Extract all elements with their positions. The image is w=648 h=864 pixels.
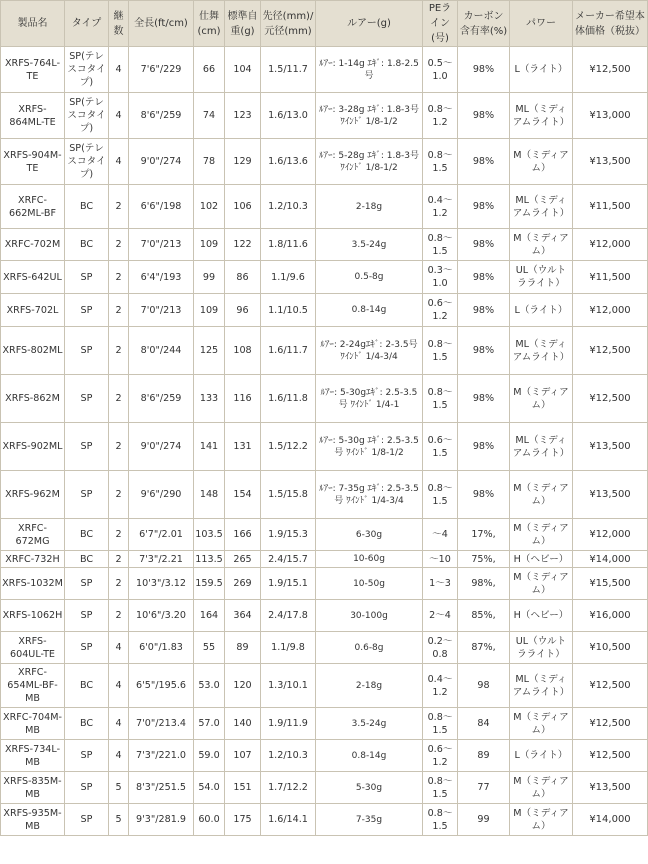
power-cell: ML（ミディアムライト） (510, 327, 573, 375)
carbon-cell: 98% (458, 375, 510, 423)
lure-weight-cell: ﾙｱｰ: 2-24gｴｷﾞ: 2-3.5号 ﾜｲﾝﾄﾞ 1/4-3/4 (316, 327, 423, 375)
power-cell: H（ヘビー） (510, 551, 573, 568)
tip-butt-cell: 1.6/14.1 (261, 804, 316, 836)
length-header: 全長(ft/cm) (129, 1, 194, 47)
type-cell: SP (65, 632, 109, 664)
type-cell: SP (65, 804, 109, 836)
carbon-cell: 98% (458, 471, 510, 519)
lure-weight-cell: ﾙｱｰ: 5-30g ｴｷﾞ: 2.5-3.5号 ﾜｲﾝﾄﾞ 1/8-1/2 (316, 423, 423, 471)
type-cell: SP (65, 375, 109, 423)
table-row (1, 804, 648, 836)
carbon-cell: 75%, (458, 551, 510, 568)
pe-line-cell: 0.8～1.5 (423, 708, 458, 740)
tip-butt-cell: 1.1/10.5 (261, 294, 316, 327)
length-cell: 8'0"/244 (129, 327, 194, 375)
product-name-cell: XRFC-662ML-BF (1, 185, 65, 229)
length-cell: 7'0"/213 (129, 294, 194, 327)
table-row (1, 740, 648, 772)
weight-cell: 140 (225, 708, 261, 740)
table-row (1, 519, 648, 551)
pieces-cell: 2 (109, 261, 129, 294)
pe-line-cell: 0.4～1.2 (423, 185, 458, 229)
price-cell: ¥10,500 (573, 632, 648, 664)
price-cell: ¥13,500 (573, 139, 648, 185)
length-cell: 7'0"/213 (129, 229, 194, 261)
weight-cell: 131 (225, 423, 261, 471)
tip-butt-cell: 1.9/11.9 (261, 708, 316, 740)
length-cell: 7'3"/221.0 (129, 740, 194, 772)
price-cell: ¥16,000 (573, 600, 648, 632)
weight-cell: 107 (225, 740, 261, 772)
carbon-cell: 98% (458, 139, 510, 185)
weight-cell: 96 (225, 294, 261, 327)
type-cell: SP (65, 327, 109, 375)
table-row (1, 423, 648, 471)
tip-butt-header: 先径(mm)/元径(mm) (261, 1, 316, 47)
weight-cell: 129 (225, 139, 261, 185)
weight-cell: 104 (225, 47, 261, 93)
power-cell: M（ミディアム） (510, 139, 573, 185)
weight-cell: 89 (225, 632, 261, 664)
header-row (1, 1, 648, 47)
pieces-cell: 2 (109, 327, 129, 375)
product-name-cell: XRFS-1032M (1, 568, 65, 600)
table-row (1, 139, 648, 185)
closed-length-cell: 102 (194, 185, 225, 229)
length-cell: 6'0"/1.83 (129, 632, 194, 664)
closed-length-header: 仕舞(cm) (194, 1, 225, 47)
lure-weight-cell: 3.5-24g (316, 229, 423, 261)
table-row (1, 229, 648, 261)
power-cell: H（ヘビー） (510, 600, 573, 632)
weight-cell: 364 (225, 600, 261, 632)
pieces-cell: 4 (109, 139, 129, 185)
type-cell: BC (65, 551, 109, 568)
weight-cell: 265 (225, 551, 261, 568)
weight-cell: 122 (225, 229, 261, 261)
pe-line-cell: 0.6～1.2 (423, 294, 458, 327)
tip-butt-cell: 1.1/9.6 (261, 261, 316, 294)
carbon-cell: 98% (458, 294, 510, 327)
tip-butt-cell: 1.7/12.2 (261, 772, 316, 804)
pieces-cell: 5 (109, 772, 129, 804)
power-cell: M（ミディアム） (510, 804, 573, 836)
pieces-cell: 4 (109, 93, 129, 139)
type-cell: BC (65, 185, 109, 229)
table-row (1, 327, 648, 375)
type-cell: SP(テレスコタイプ) (65, 139, 109, 185)
pieces-cell: 2 (109, 600, 129, 632)
closed-length-cell: 53.0 (194, 664, 225, 708)
pieces-cell: 4 (109, 632, 129, 664)
weight-cell: 154 (225, 471, 261, 519)
length-cell: 9'3"/281.9 (129, 804, 194, 836)
pieces-cell: 2 (109, 185, 129, 229)
pe-line-cell: 2～4 (423, 600, 458, 632)
type-cell: BC (65, 708, 109, 740)
product-name-cell: XRFS-1062H (1, 600, 65, 632)
lure-weight-header: ルアー(g) (316, 1, 423, 47)
lure-weight-cell: ﾙｱｰ: 1-14g ｴｷﾞ: 1.8-2.5号 (316, 47, 423, 93)
tip-butt-cell: 1.2/10.3 (261, 185, 316, 229)
weight-cell: 175 (225, 804, 261, 836)
price-cell: ¥12,500 (573, 664, 648, 708)
carbon-cell: 98 (458, 664, 510, 708)
carbon-cell: 98% (458, 261, 510, 294)
product-name-cell: XRFC-672MG (1, 519, 65, 551)
price-cell: ¥13,500 (573, 471, 648, 519)
pieces-cell: 2 (109, 229, 129, 261)
type-cell: BC (65, 229, 109, 261)
type-cell: SP(テレスコタイプ) (65, 47, 109, 93)
tip-butt-cell: 1.2/10.3 (261, 740, 316, 772)
type-cell: SP (65, 772, 109, 804)
tip-butt-cell: 1.9/15.1 (261, 568, 316, 600)
carbon-cell: 17%, (458, 519, 510, 551)
power-cell: M（ミディアム） (510, 471, 573, 519)
closed-length-cell: 103.5 (194, 519, 225, 551)
lure-weight-cell: 0.5-8g (316, 261, 423, 294)
table-row (1, 93, 648, 139)
lure-weight-cell: 3.5-24g (316, 708, 423, 740)
carbon-cell: 99 (458, 804, 510, 836)
lure-weight-cell: 2-18g (316, 664, 423, 708)
tip-butt-cell: 1.3/10.1 (261, 664, 316, 708)
carbon-cell: 98% (458, 423, 510, 471)
lure-weight-cell: 0.8-14g (316, 294, 423, 327)
power-cell: M（ミディアム） (510, 568, 573, 600)
lure-weight-cell: 7-35g (316, 804, 423, 836)
closed-length-cell: 164 (194, 600, 225, 632)
lure-weight-cell: ﾙｱｰ: 5-28g ｴｷﾞ: 1.8-3号 ﾜｲﾝﾄﾞ 1/8-1/2 (316, 139, 423, 185)
pe-line-cell: 0.8～1.5 (423, 229, 458, 261)
type-cell: SP (65, 600, 109, 632)
carbon-cell: 98% (458, 93, 510, 139)
type-cell: SP (65, 261, 109, 294)
closed-length-cell: 113.5 (194, 551, 225, 568)
table-row (1, 185, 648, 229)
lure-weight-cell: 6-30g (316, 519, 423, 551)
pieces-cell: 4 (109, 740, 129, 772)
pe-line-cell: 0.8～1.5 (423, 804, 458, 836)
tip-butt-cell: 2.4/15.7 (261, 551, 316, 568)
length-cell: 8'6"/259 (129, 375, 194, 423)
product-name-cell: XRFS-835M-MB (1, 772, 65, 804)
pe-line-cell: ～10 (423, 551, 458, 568)
table-row (1, 261, 648, 294)
pieces-cell: 4 (109, 708, 129, 740)
length-cell: 8'3"/251.5 (129, 772, 194, 804)
tip-butt-cell: 1.6/13.0 (261, 93, 316, 139)
carbon-header: カーボン含有率(%) (458, 1, 510, 47)
carbon-cell: 98%, (458, 568, 510, 600)
product-name-cell: XRFS-702L (1, 294, 65, 327)
pe-line-cell: ～4 (423, 519, 458, 551)
power-cell: L（ライト） (510, 47, 573, 93)
lure-weight-cell: ﾙｱｰ: 3-28g ｴｷﾞ: 1.8-3号 ﾜｲﾝﾄﾞ 1/8-1/2 (316, 93, 423, 139)
product-name-cell: XRFS-902ML (1, 423, 65, 471)
length-cell: 7'6"/229 (129, 47, 194, 93)
pieces-cell: 5 (109, 804, 129, 836)
product-name-cell: XRFS-642UL (1, 261, 65, 294)
price-cell: ¥12,000 (573, 519, 648, 551)
tip-butt-cell: 1.5/15.8 (261, 471, 316, 519)
length-cell: 6'7"/2.01 (129, 519, 194, 551)
length-cell: 10'3"/3.12 (129, 568, 194, 600)
tip-butt-cell: 1.5/12.2 (261, 423, 316, 471)
weight-cell: 106 (225, 185, 261, 229)
price-cell: ¥13,000 (573, 93, 648, 139)
product-name-cell: XRFS-904M-TE (1, 139, 65, 185)
table-row (1, 632, 648, 664)
power-cell: M（ミディアム） (510, 375, 573, 423)
lure-weight-cell: ﾙｱｰ: 7-35g ｴｷﾞ: 2.5-3.5号 ﾜｲﾝﾄﾞ 1/4-3/4 (316, 471, 423, 519)
product-name-cell: XRFS-764L-TE (1, 47, 65, 93)
power-cell: ML（ミディアムライト） (510, 185, 573, 229)
product-name-cell: XRFC-704M-MB (1, 708, 65, 740)
pieces-cell: 2 (109, 568, 129, 600)
length-cell: 7'0"/213.4 (129, 708, 194, 740)
price-cell: ¥12,000 (573, 229, 648, 261)
power-header: パワー (510, 1, 573, 47)
tip-butt-cell: 1.9/15.3 (261, 519, 316, 551)
type-cell: BC (65, 519, 109, 551)
length-cell: 9'0"/274 (129, 423, 194, 471)
price-cell: ¥11,500 (573, 261, 648, 294)
closed-length-cell: 59.0 (194, 740, 225, 772)
product-name-cell: XRFS-604UL-TE (1, 632, 65, 664)
tip-butt-cell: 1.5/11.7 (261, 47, 316, 93)
length-cell: 9'6"/290 (129, 471, 194, 519)
power-cell: ML（ミディアムライト） (510, 664, 573, 708)
price-cell: ¥12,500 (573, 740, 648, 772)
price-header: メーカー希望本体価格（税抜） (573, 1, 648, 47)
power-cell: ML（ミディアムライト） (510, 93, 573, 139)
tip-butt-cell: 1.8/11.6 (261, 229, 316, 261)
weight-cell: 123 (225, 93, 261, 139)
weight-cell: 166 (225, 519, 261, 551)
carbon-cell: 84 (458, 708, 510, 740)
weight-cell: 108 (225, 327, 261, 375)
lure-weight-cell: 0.6-8g (316, 632, 423, 664)
weight-cell: 120 (225, 664, 261, 708)
pe-line-cell: 0.8～1.5 (423, 772, 458, 804)
pe-line-cell: 0.8～1.5 (423, 375, 458, 423)
weight-cell: 86 (225, 261, 261, 294)
price-cell: ¥14,000 (573, 551, 648, 568)
product-name-cell: XRFS-864ML-TE (1, 93, 65, 139)
price-cell: ¥13,500 (573, 423, 648, 471)
lure-weight-cell: 10-50g (316, 568, 423, 600)
pe-line-cell: 0.6～1.2 (423, 740, 458, 772)
table-row (1, 568, 648, 600)
pe-line-cell: 0.2～0.8 (423, 632, 458, 664)
pieces-cell: 2 (109, 375, 129, 423)
length-cell: 6'6"/198 (129, 185, 194, 229)
power-cell: M（ミディアム） (510, 229, 573, 261)
table-row (1, 600, 648, 632)
product-name-cell: XRFC-654ML-BF-MB (1, 664, 65, 708)
closed-length-cell: 78 (194, 139, 225, 185)
table-row (1, 47, 648, 93)
table-row (1, 772, 648, 804)
product-name-header: 製品名 (1, 1, 65, 47)
closed-length-cell: 60.0 (194, 804, 225, 836)
pieces-cell: 2 (109, 519, 129, 551)
power-cell: UL（ウルトラライト） (510, 261, 573, 294)
product-name-cell: XRFS-862M (1, 375, 65, 423)
length-cell: 6'5"/195.6 (129, 664, 194, 708)
pe-line-cell: 0.6～1.5 (423, 423, 458, 471)
pe-line-cell: 1～3 (423, 568, 458, 600)
pieces-header: 継数 (109, 1, 129, 47)
weight-cell: 116 (225, 375, 261, 423)
lure-weight-cell: 0.8-14g (316, 740, 423, 772)
type-cell: BC (65, 664, 109, 708)
carbon-cell: 87%, (458, 632, 510, 664)
type-cell: SP (65, 568, 109, 600)
carbon-cell: 85%, (458, 600, 510, 632)
pieces-cell: 2 (109, 294, 129, 327)
tip-butt-cell: 1.6/11.8 (261, 375, 316, 423)
closed-length-cell: 109 (194, 229, 225, 261)
tip-butt-cell: 1.6/13.6 (261, 139, 316, 185)
closed-length-cell: 133 (194, 375, 225, 423)
carbon-cell: 98% (458, 229, 510, 261)
weight-cell: 269 (225, 568, 261, 600)
type-cell: SP (65, 471, 109, 519)
lure-weight-cell: 5-30g (316, 772, 423, 804)
table-row (1, 375, 648, 423)
price-cell: ¥15,500 (573, 568, 648, 600)
product-name-cell: XRFS-962M (1, 471, 65, 519)
pe-line-cell: 0.8～1.2 (423, 93, 458, 139)
product-name-cell: XRFS-734L-MB (1, 740, 65, 772)
lure-weight-cell: 30-100g (316, 600, 423, 632)
product-name-cell: XRFS-935M-MB (1, 804, 65, 836)
pieces-cell: 4 (109, 47, 129, 93)
tip-butt-cell: 1.6/11.7 (261, 327, 316, 375)
power-cell: M（ミディアム） (510, 772, 573, 804)
length-cell: 9'0"/274 (129, 139, 194, 185)
pe-line-cell: 0.8～1.5 (423, 471, 458, 519)
type-cell: SP (65, 294, 109, 327)
pieces-cell: 2 (109, 423, 129, 471)
price-cell: ¥12,500 (573, 708, 648, 740)
price-cell: ¥12,500 (573, 327, 648, 375)
type-header: タイプ (65, 1, 109, 47)
carbon-cell: 89 (458, 740, 510, 772)
carbon-cell: 98% (458, 47, 510, 93)
power-cell: UL（ウルトラライト） (510, 632, 573, 664)
price-cell: ¥12,500 (573, 375, 648, 423)
weight-cell: 151 (225, 772, 261, 804)
closed-length-cell: 141 (194, 423, 225, 471)
lure-weight-cell: 10-60g (316, 551, 423, 568)
closed-length-cell: 54.0 (194, 772, 225, 804)
power-cell: L（ライト） (510, 294, 573, 327)
weight-header: 標準自重(g) (225, 1, 261, 47)
carbon-cell: 98% (458, 327, 510, 375)
tip-butt-cell: 2.4/17.8 (261, 600, 316, 632)
pe-line-cell: 0.8～1.5 (423, 327, 458, 375)
pe-line-cell: 0.3～1.0 (423, 261, 458, 294)
closed-length-cell: 125 (194, 327, 225, 375)
lure-weight-cell: ﾙｱｰ: 5-30gｴｷﾞ: 2.5-3.5号 ﾜｲﾝﾄﾞ 1/4-1 (316, 375, 423, 423)
tip-butt-cell: 1.1/9.8 (261, 632, 316, 664)
length-cell: 8'6"/259 (129, 93, 194, 139)
lure-weight-cell: 2-18g (316, 185, 423, 229)
pieces-cell: 2 (109, 471, 129, 519)
closed-length-cell: 109 (194, 294, 225, 327)
length-cell: 7'3"/2.21 (129, 551, 194, 568)
price-cell: ¥12,000 (573, 294, 648, 327)
product-name-cell: XRFC-732H (1, 551, 65, 568)
product-name-cell: XRFS-802ML (1, 327, 65, 375)
table-row (1, 294, 648, 327)
length-cell: 10'6"/3.20 (129, 600, 194, 632)
power-cell: L（ライト） (510, 740, 573, 772)
closed-length-cell: 57.0 (194, 708, 225, 740)
type-cell: SP (65, 740, 109, 772)
closed-length-cell: 148 (194, 471, 225, 519)
price-cell: ¥11,500 (573, 185, 648, 229)
pe-line-cell: 0.8～1.5 (423, 139, 458, 185)
closed-length-cell: 66 (194, 47, 225, 93)
price-cell: ¥14,000 (573, 804, 648, 836)
table-row (1, 664, 648, 708)
closed-length-cell: 99 (194, 261, 225, 294)
price-cell: ¥12,500 (573, 47, 648, 93)
closed-length-cell: 74 (194, 93, 225, 139)
carbon-cell: 77 (458, 772, 510, 804)
pieces-cell: 2 (109, 551, 129, 568)
pe-line-cell: 0.5～1.0 (423, 47, 458, 93)
length-cell: 6'4"/193 (129, 261, 194, 294)
carbon-cell: 98% (458, 185, 510, 229)
power-cell: ML（ミディアムライト） (510, 423, 573, 471)
power-cell: M（ミディアム） (510, 708, 573, 740)
power-cell: M（ミディアム） (510, 519, 573, 551)
pieces-cell: 4 (109, 664, 129, 708)
pe-line-cell: 0.4～1.2 (423, 664, 458, 708)
pe-line-header: PEライン(号) (423, 1, 458, 47)
price-cell: ¥13,500 (573, 772, 648, 804)
closed-length-cell: 55 (194, 632, 225, 664)
product-name-cell: XRFC-702M (1, 229, 65, 261)
table-row (1, 471, 648, 519)
table-row (1, 708, 648, 740)
type-cell: SP(テレスコタイプ) (65, 93, 109, 139)
table-row (1, 551, 648, 568)
type-cell: SP (65, 423, 109, 471)
closed-length-cell: 159.5 (194, 568, 225, 600)
